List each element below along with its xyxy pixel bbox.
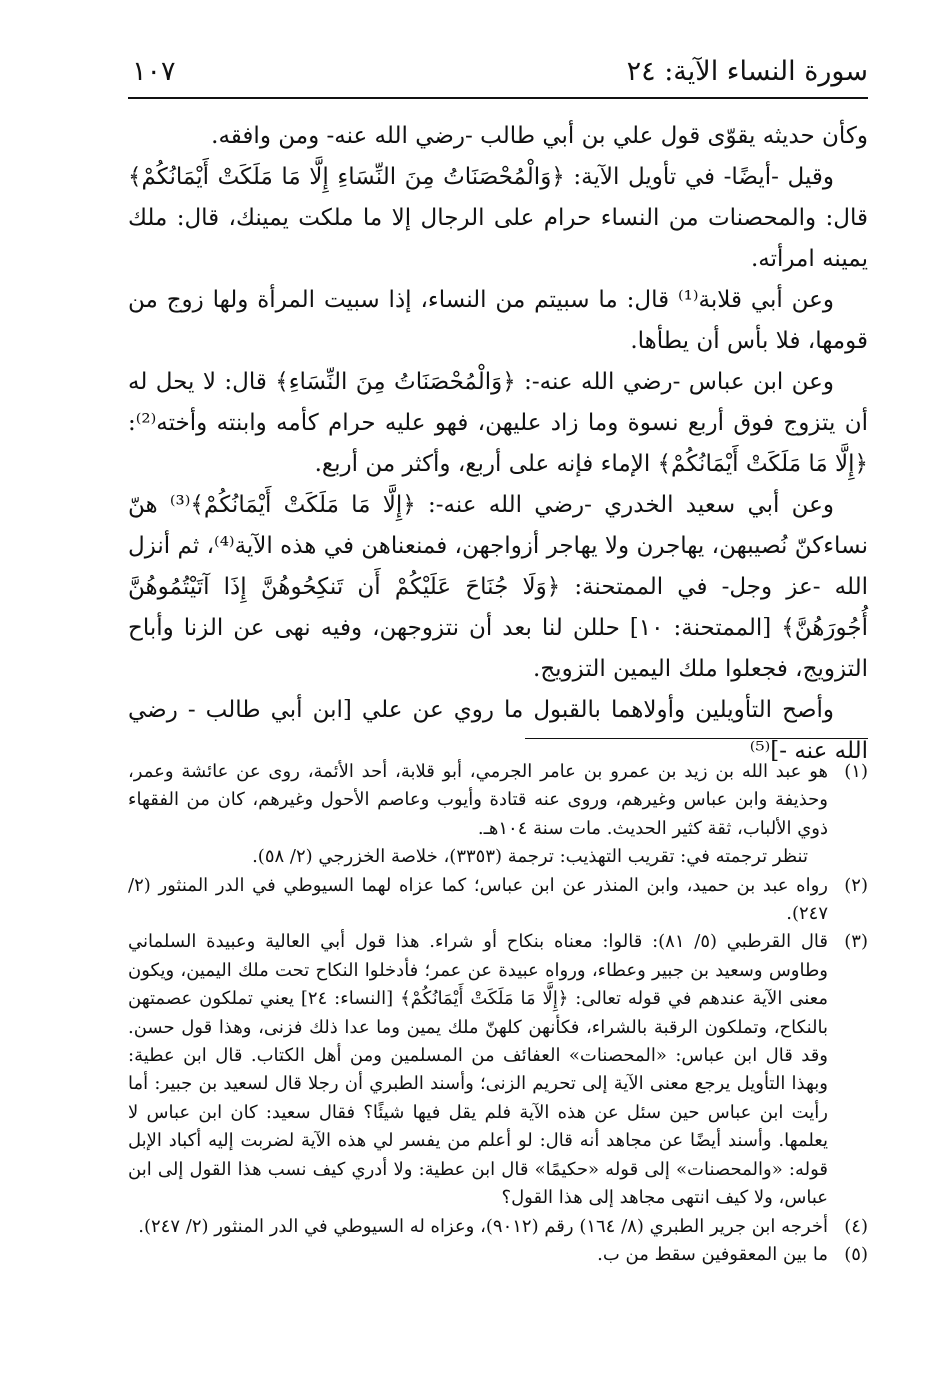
main-text — [128, 116, 868, 772]
footnote-text: أخرجه ابن جرير الطبري (٨/ ١٦٤) رقم (٩٠١٢)، وعزاه له السيوطي في الدر المنثور (٢/ ٢٤٧). — [138, 1215, 828, 1237]
footnote-5 — [128, 1241, 868, 1269]
footnote-2 — [128, 872, 868, 929]
footnote-text: ما بين المعقوفين سقط من ب. — [597, 1243, 828, 1265]
paragraph: وقيل -أيضًا- في تأويل الآية: ﴿وَالْمُحْصَنَاتُ مِنَ النِّسَاءِ إِلَّا مَا مَلَكَتْ أَيْمَانُكُمْ﴾ قال: والمحصنات من النساء حرام على الرجال إلا ما ملكت يمينك، قال: ملك يمينه امرأته. — [128, 164, 868, 272]
footnote-number: (١) — [844, 761, 868, 782]
footnote-4 — [128, 1213, 868, 1241]
footnote-number: (٤) — [844, 1215, 868, 1237]
footnote-1 — [128, 758, 868, 872]
paragraph: وأصح التأويلين وأولاهما بالقبول ما روي عن علي [ابن أبي طالب - رضي الله عنه -]⁽⁵⁾ — [128, 697, 868, 764]
paragraph: وعن أبي سعيد الخدري -رضي الله عنه-: ﴿إِلَّا مَا مَلَكَتْ أَيْمَانُكُمْ﴾⁽³⁾ هنّ نساءكنّ نُصيبهن، يهاجرن ولا يهاجر أزواجهن، فمنعناهن في هذه الآية⁽⁴⁾، ثم أنزل الله -عز وجل- في الممتحنة: ﴿وَلَا جُنَاحَ عَلَيْكُمْ أَن تَنكِحُوهُنَّ إِذَا آتَيْتُمُوهُنَّ أُجُورَهُنَّ﴾ [الممتحنة: ١٠] حللن لنا بعد أن نتزوجهن، وفيه نهى عن الزنا وأباح التزويج، فجعلوا ملك اليمين التزويج. — [128, 492, 869, 682]
header-title: سورة النساء الآية: ٢٤ — [626, 56, 868, 87]
footnotes — [128, 758, 868, 1269]
footnote-text: تنظر ترجمته في: تقريب التهذيب: ترجمة (٣٣٥٣)، خلاصة الخزرجي (٢/ ٥٨). — [252, 846, 808, 868]
footnote-text: هو عبد الله بن زيد بن عمرو بن عامر الجرمي، أبو قلابة، أحد الأئمة، روى عن عائشة وعمر، وحذيفة وابن عباس وغيرهم، وروى عنه قتادة وأيوب وعاصم الأحول وغيرهم، كان من الفقهاء ذوي الألباب، ثقة كثير الحديث. مات سنة ١٠٤هـ. — [128, 761, 828, 839]
footnote-text: قال القرطبي (٥/ ٨١): قالوا: معناه بنكاح أو شراء. هذا قول أبي العالية وعبيدة السلماني وطاوس وسعيد بن جبير وعطاء، ورواه عبيدة عن عمر؛ فأدخلوا النكاح تحت ملك اليمين، ويكون معنى الآية عندهم في قوله تعالى: ﴿إِلَّا مَا مَلَكَتْ أَيْمَانُكُمْ﴾ [النساء: ٢٤] يعني تملكون عصمتهن بالنكاح، وتملكون الرقبة بالشراء، فكأنهن كلهنّ ملك يمين وما عدا ذلك فزنى، وهذا قول حسن. وقد قال ابن عباس: «المحصنات» العفائف من المسلمين ومن أهل الكتاب. قال ابن عطية: وبهذا التأويل يرجع معنى الآية إلى تحريم الزنى؛ وأسند الطبري أن رجلا قال لسعيد بن جبير: أما رأيت ابن عباس حين سئل عن هذه الآية فلم يقل فيها شيئًا؟ فقال سعيد: كان ابن عباس لا يعلمها. وأسند أيضًا عن مجاهد أنه قال: لو أعلم من يفسر لي هذه الآية لضربت إليه أكباد الإبل قوله: «والمحصنات» إلى قوله «حكيمًا» قال ابن عطية: ولا أدري كيف نسب هذا القول إلى ابن عباس، ولا كيف انتهى مجاهد إلى هذا القول؟ — [128, 931, 828, 1209]
page-number: ١٠٧ — [132, 56, 176, 87]
footnote-separator — [525, 738, 868, 739]
paragraph: وعن ابن عباس -رضي الله عنه-: ﴿وَالْمُحْصَنَاتُ مِنَ النِّسَاءِ﴾ قال: لا يحل له أن يتزوج فوق أربع نسوة وما زاد عليهن، فهو عليه حرام كأمه وابنته وأخته⁽²⁾: ﴿إِلَّا مَا مَلَكَتْ أَيْمَانُكُمْ﴾ الإماء فإنه على أربع، وأكثر من أربع. — [128, 369, 868, 477]
footnote-text: رواه عبد بن حميد، وابن المنذر عن ابن عباس؛ كما عزاه لهما السيوطي في الدر المنثور (٢/ ٢٤٧). — [128, 874, 828, 925]
footnote-number: (٢) — [844, 874, 868, 896]
paragraph: وعن أبي قلابة⁽¹⁾ قال: ما سبيتم من النساء، إذا سبيت المرأة ولها زوج من قومها، فلا بأس أن يطأها. — [128, 287, 868, 354]
header-rule — [128, 97, 868, 99]
paragraph: وكأن حديثه يقوّى قول علي بن أبي طالب -رضي الله عنه- ومن وافقه. — [211, 123, 868, 149]
running-header — [128, 52, 868, 96]
footnote-number: (٣) — [844, 931, 868, 953]
footnote-number: (٥) — [844, 1243, 868, 1265]
footnote-3 — [128, 928, 868, 1212]
